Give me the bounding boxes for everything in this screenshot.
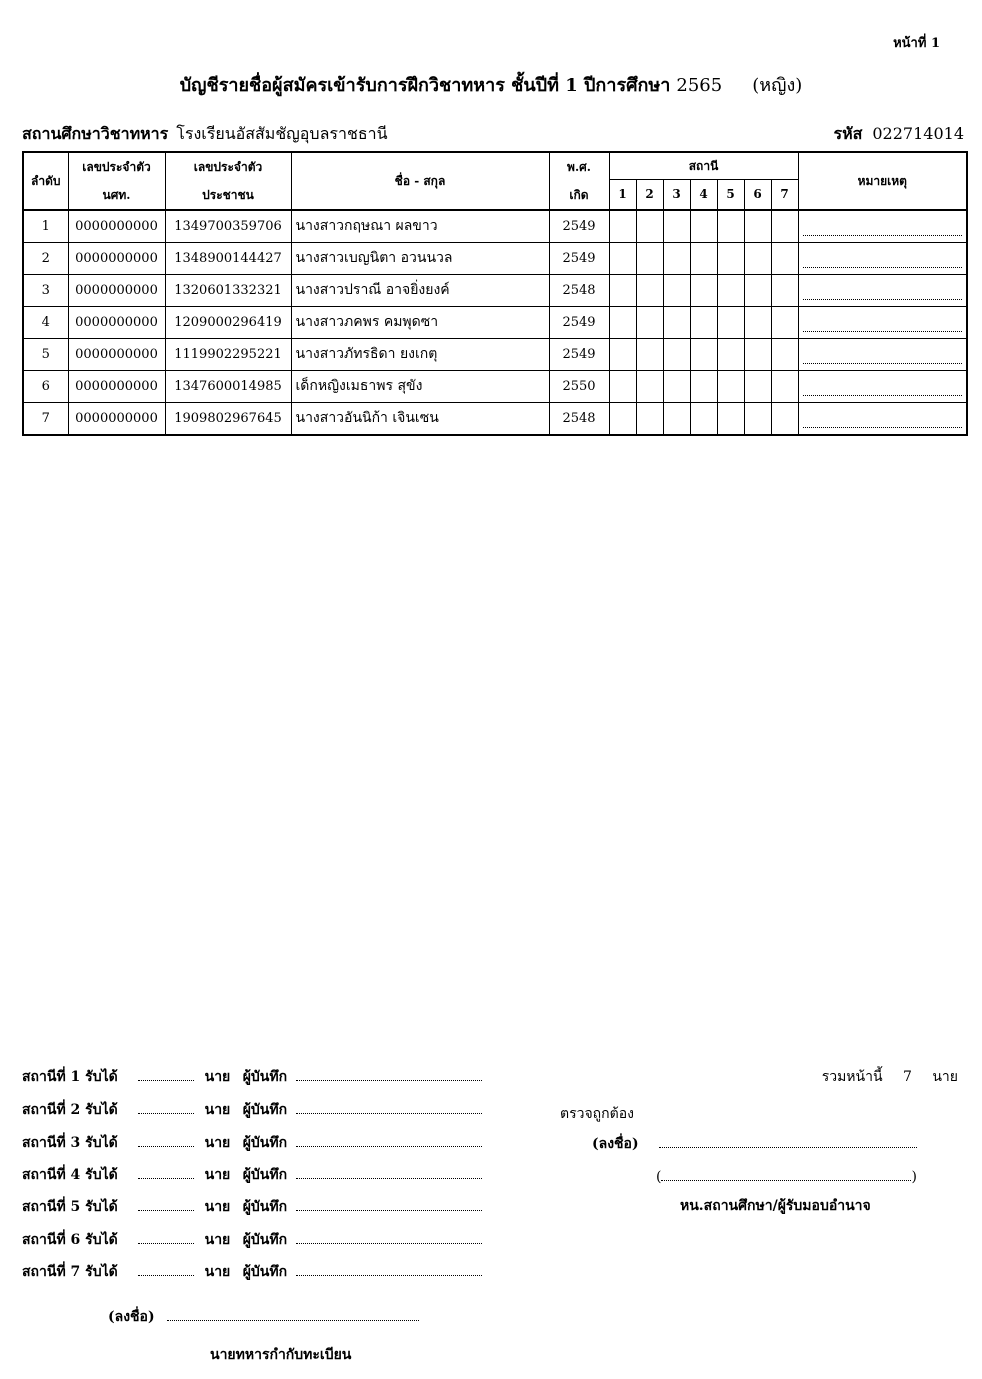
row-citizen-id: 1349700359706 [165, 210, 291, 243]
table-row [23, 243, 967, 275]
row-order: 6 [23, 371, 68, 403]
station-tally-7 [22, 1261, 482, 1283]
table-row [23, 210, 967, 243]
header-citizen-id-line2: ประชาชน [202, 188, 254, 202]
row-nsdt-id: 0000000000 [68, 243, 165, 275]
remarks-cell [798, 307, 967, 339]
verified-label: ตรวจถูกต้อง [560, 1106, 634, 1122]
remarks-dotted-line [803, 234, 963, 236]
remarks-cell [798, 243, 967, 275]
header-name: ชื่อ - สกุล [291, 152, 549, 210]
header-order: ลำดับ [23, 152, 68, 210]
unit-label: นาย [204, 1199, 231, 1215]
station-cell [690, 339, 717, 371]
recorder-label: ผู้บันทึก [242, 1199, 288, 1215]
station-cell [717, 243, 744, 275]
station-cell [663, 210, 690, 243]
table-row [23, 403, 967, 436]
station-cell [636, 403, 663, 436]
station-cell [636, 307, 663, 339]
header-station-2: 2 [636, 180, 663, 211]
header-nsdt-id-line2: นศท. [102, 188, 131, 202]
station-cell [636, 243, 663, 275]
station-cell [717, 210, 744, 243]
station-cell [663, 307, 690, 339]
header-citizen-id [165, 152, 291, 210]
header-nsdt-id-line1: เลขประจำตัว [82, 160, 151, 174]
station-cell [771, 307, 798, 339]
row-name: นางสาวอันนิก้า เจินเซน [291, 403, 549, 436]
unit-label: นาย [204, 1102, 231, 1118]
station-label: สถานีที่ 1 รับได้ [22, 1069, 118, 1085]
remarks-dotted-line [803, 298, 963, 300]
row-nsdt-id: 0000000000 [68, 307, 165, 339]
row-nsdt-id: 0000000000 [68, 339, 165, 371]
row-order: 4 [23, 307, 68, 339]
station-cell [690, 403, 717, 436]
station-cell [717, 339, 744, 371]
station-cell [717, 371, 744, 403]
row-citizen-id: 1348900144427 [165, 243, 291, 275]
code-value: 022714014 [872, 124, 964, 143]
count-dotted-line [138, 1164, 194, 1179]
verifier-name-line [656, 1166, 917, 1185]
remarks-dotted-line [803, 330, 963, 332]
recorder-dotted-line [296, 1261, 482, 1276]
row-birth-year: 2548 [549, 403, 609, 436]
station-label: สถานีที่ 7 รับได้ [22, 1264, 118, 1280]
row-birth-year: 2549 [549, 210, 609, 243]
sign-label: (ลงชื่อ) [592, 1136, 639, 1152]
registrar-sign-label: (ลงชื่อ) [108, 1309, 155, 1325]
table-row [23, 307, 967, 339]
row-citizen-id: 1347600014985 [165, 371, 291, 403]
station-label: สถานีที่ 4 รับได้ [22, 1167, 118, 1183]
row-citizen-id: 1320601332321 [165, 275, 291, 307]
row-citizen-id: 1209000296419 [165, 307, 291, 339]
station-cell [771, 210, 798, 243]
header-nsdt-id [68, 152, 165, 210]
station-cell [663, 339, 690, 371]
station-cell [771, 403, 798, 436]
recorder-dotted-line [296, 1132, 482, 1147]
station-label: สถานีที่ 2 รับได้ [22, 1102, 118, 1118]
total-unit: นาย [932, 1069, 958, 1085]
row-order: 1 [23, 210, 68, 243]
station-cell [690, 210, 717, 243]
school-code [833, 122, 964, 147]
school-label: สถานศึกษาวิชาทหาร [22, 124, 169, 143]
row-name: นางสาวภคพร คมพุดซา [291, 307, 549, 339]
registrar-title: นายทหารกำกับทะเบียน [210, 1347, 352, 1363]
row-order: 2 [23, 243, 68, 275]
station-cell [744, 307, 771, 339]
station-cell [609, 339, 636, 371]
row-name: นางสาวภัทรธิดา ยงเกตุ [291, 339, 549, 371]
unit-label: นาย [204, 1135, 231, 1151]
open-paren-icon: ( [656, 1169, 662, 1185]
station-cell [609, 307, 636, 339]
remarks-cell [798, 339, 967, 371]
recorder-label: ผู้บันทึก [242, 1135, 288, 1151]
station-cell [744, 371, 771, 403]
header-station-3: 3 [663, 180, 690, 211]
registration-table [22, 151, 968, 436]
count-dotted-line [138, 1099, 194, 1114]
header-station-5: 5 [717, 180, 744, 211]
station-cell [636, 339, 663, 371]
remarks-dotted-line [803, 426, 963, 428]
registrar-sign-line [108, 1306, 419, 1328]
head-title: หน.สถานศึกษา/ผู้รับมอบอำนาจ [680, 1198, 871, 1214]
station-cell [636, 371, 663, 403]
station-cell [663, 403, 690, 436]
station-cell [717, 307, 744, 339]
row-nsdt-id: 0000000000 [68, 210, 165, 243]
station-cell [609, 275, 636, 307]
table-row [23, 339, 967, 371]
station-cell [771, 275, 798, 307]
station-cell [690, 275, 717, 307]
row-name: นางสาวเบญนิตา อวนนวล [291, 243, 549, 275]
remarks-dotted-line [803, 362, 963, 364]
station-cell [744, 275, 771, 307]
row-order: 3 [23, 275, 68, 307]
station-cell [771, 339, 798, 371]
header-citizen-id-line1: เลขประจำตัว [193, 160, 263, 174]
station-cell [771, 243, 798, 275]
verifier-sign-line [592, 1133, 917, 1155]
row-name: นางสาวกฤษณา ผลขาว [291, 210, 549, 243]
row-order: 7 [23, 403, 68, 436]
station-tally-5 [22, 1196, 482, 1218]
sign-dotted-line [659, 1133, 917, 1148]
recorder-dotted-line [296, 1099, 482, 1114]
header-station-4: 4 [690, 180, 717, 211]
remarks-dotted-line [803, 266, 963, 268]
recorder-label: ผู้บันทึก [242, 1069, 288, 1085]
header-birth-year-line2: เกิด [569, 188, 589, 202]
unit-label: นาย [204, 1167, 231, 1183]
row-birth-year: 2549 [549, 339, 609, 371]
station-tally-3 [22, 1132, 482, 1154]
station-cell [663, 371, 690, 403]
remarks-cell [798, 403, 967, 436]
recorder-dotted-line [296, 1066, 482, 1081]
station-cell [717, 403, 744, 436]
school-line [22, 122, 388, 147]
row-birth-year: 2549 [549, 307, 609, 339]
recorder-label: ผู้บันทึก [242, 1232, 288, 1248]
code-label: รหัส [833, 124, 863, 143]
row-nsdt-id: 0000000000 [68, 371, 165, 403]
station-cell [609, 243, 636, 275]
station-cell [744, 339, 771, 371]
count-dotted-line [138, 1132, 194, 1147]
recorder-label: ผู้บันทึก [242, 1167, 288, 1183]
header-station-1: 1 [609, 180, 636, 211]
station-tally-4 [22, 1164, 482, 1186]
unit-label: นาย [204, 1069, 231, 1085]
row-birth-year: 2550 [549, 371, 609, 403]
unit-label: นาย [204, 1232, 231, 1248]
close-paren-icon: ) [911, 1169, 917, 1185]
remarks-dotted-line [803, 394, 963, 396]
station-cell [690, 371, 717, 403]
row-citizen-id: 1909802967645 [165, 403, 291, 436]
table-row [23, 371, 967, 403]
count-dotted-line [138, 1196, 194, 1211]
total-label: รวมหน้านี้ [821, 1069, 883, 1085]
table-row [23, 275, 967, 307]
row-order: 5 [23, 339, 68, 371]
station-cell [609, 403, 636, 436]
recorder-label: ผู้บันทึก [242, 1264, 288, 1280]
gender-label: (หญิง) [752, 75, 803, 96]
station-cell [609, 371, 636, 403]
station-cell [744, 403, 771, 436]
row-name: นางสาวปราณี อาจยิ่งยงค์ [291, 275, 549, 307]
total-value: 7 [902, 1069, 912, 1085]
document-title [0, 70, 982, 99]
station-label: สถานีที่ 5 รับได้ [22, 1199, 118, 1215]
header-station-6: 6 [744, 180, 771, 211]
station-cell [609, 210, 636, 243]
recorder-dotted-line [296, 1229, 482, 1244]
header-birth-year-line1: พ.ศ. [567, 160, 591, 174]
station-cell [663, 275, 690, 307]
station-label: สถานีที่ 6 รับได้ [22, 1232, 118, 1248]
remarks-cell [798, 210, 967, 243]
station-cell [690, 243, 717, 275]
header-birth-year [549, 152, 609, 210]
row-nsdt-id: 0000000000 [68, 403, 165, 436]
school-name: โรงเรียนอัสสัมชัญอุบลราชธานี [176, 124, 388, 143]
row-birth-year: 2549 [549, 243, 609, 275]
row-nsdt-id: 0000000000 [68, 275, 165, 307]
header-station: สถานี [609, 152, 798, 180]
count-dotted-line [138, 1066, 194, 1081]
header-station-7: 7 [771, 180, 798, 211]
station-cell [663, 243, 690, 275]
recorder-dotted-line [296, 1164, 482, 1179]
name-dotted-line [661, 1166, 911, 1181]
registrar-dotted-line [167, 1306, 419, 1321]
station-tally-2 [22, 1099, 482, 1121]
station-label: สถานีที่ 3 รับได้ [22, 1135, 118, 1151]
recorder-label: ผู้บันทึก [242, 1102, 288, 1118]
station-tally-1 [22, 1066, 482, 1088]
remarks-cell [798, 275, 967, 307]
count-dotted-line [138, 1229, 194, 1244]
page-total [822, 1066, 958, 1088]
station-cell [744, 210, 771, 243]
title-text: บัญชีรายชื่อผู้สมัครเข้ารับการฝึกวิชาทหาร ชั้นปีที่ 1 ปีการศึกษา [179, 75, 671, 96]
station-cell [771, 371, 798, 403]
station-cell [690, 307, 717, 339]
count-dotted-line [138, 1261, 194, 1276]
recorder-dotted-line [296, 1196, 482, 1211]
station-cell [636, 275, 663, 307]
station-tally-6 [22, 1229, 482, 1251]
row-name: เด็กหญิงเมธาพร สุขัง [291, 371, 549, 403]
unit-label: นาย [204, 1264, 231, 1280]
page-number: หน้าที่ 1 [893, 36, 940, 51]
header-remarks: หมายเหตุ [798, 152, 967, 210]
station-cell [744, 243, 771, 275]
academic-year: 2565 [676, 75, 723, 96]
station-cell [717, 275, 744, 307]
row-citizen-id: 1119902295221 [165, 339, 291, 371]
remarks-cell [798, 371, 967, 403]
row-birth-year: 2548 [549, 275, 609, 307]
station-cell [636, 210, 663, 243]
